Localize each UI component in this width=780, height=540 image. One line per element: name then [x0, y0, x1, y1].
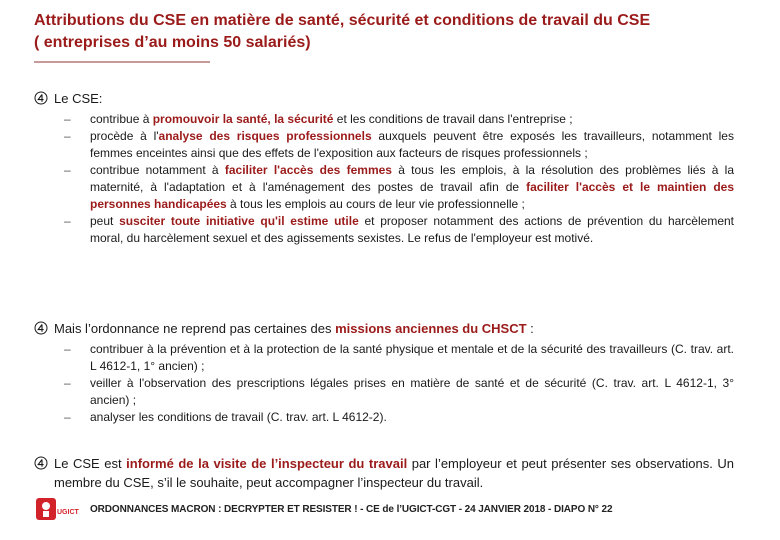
section-2-item: – veiller à l'observation des prescriptions légales prises en matière de santé et de sécurité (C. trav. art. L 4612-1, 3° ancien) ;	[34, 375, 734, 409]
section-3-highlight: informé de la visite de l’inspecteur du travail	[126, 456, 408, 471]
title-line-1: Attributions du CSE en matière de santé, sécurité et conditions de travail du CSE	[34, 12, 651, 29]
title-underline	[34, 61, 210, 63]
circled-four-icon	[34, 456, 48, 470]
section-2-heading-pre: Mais l’ordonnance ne reprend pas certaines des	[54, 321, 336, 336]
item-text: peut	[90, 214, 120, 228]
section-2-item: – contribuer à la prévention et à la protection de la santé physique et mentale et de la sécurité des travailleurs (C. trav. art. L 4612-1, 1° ancien) ;	[34, 341, 734, 375]
section-cse-missions	[34, 90, 734, 247]
section-3-post: par l’employeur et peut présenter ses observations. Un membre du CSE, s’il le souhaite, peut accompagner l’inspecteur du travail.	[54, 456, 734, 490]
logo-text: UGICT	[57, 509, 79, 516]
section-1-list	[34, 111, 734, 247]
section-2-heading-highlight: missions anciennes du CHSCT	[335, 321, 527, 336]
title-line-2: ( entreprises d’au moins 50 salariés)	[34, 34, 311, 51]
highlighted-text: analyse des risques professionnels	[158, 129, 372, 143]
item-text: et les conditions de travail dans l'entreprise ;	[333, 112, 573, 126]
highlighted-text: promouvoir la santé, la sécurité	[152, 112, 334, 126]
section-2-heading	[34, 320, 734, 337]
highlighted-text: susciter toute initiative qu'il estime utile	[119, 214, 359, 228]
section-1-item	[34, 128, 734, 162]
item-text: auxquels peuvent être exposés les travailleurs, notamment les femmes enceintes ainsi que des effets de l'exposition aux facteurs de risques professionnels ;	[90, 129, 734, 160]
item-text: contribue notamment à	[90, 163, 225, 177]
section-2-heading-post: :	[526, 321, 534, 336]
section-3-pre: Le CSE est	[54, 456, 127, 471]
section-1-item	[34, 111, 734, 128]
section-1-item	[34, 213, 734, 247]
section-2-item: – analyser les conditions de travail (C. trav. art. L 4612-2).	[34, 409, 734, 426]
footer	[34, 496, 754, 522]
section-chsct-missions	[34, 320, 734, 426]
item-text: à tous les emplois au cours de leur vie professionnelle ;	[226, 197, 525, 211]
section-1-item	[34, 162, 734, 213]
highlighted-text: faciliter l'accès des femmes	[224, 163, 392, 177]
cgt-ugict-logo	[34, 496, 82, 522]
section-1-heading-text: Le CSE:	[54, 91, 103, 106]
section-inspection	[34, 454, 734, 492]
logo-graphic	[34, 496, 82, 522]
item-text: à tous les emplois, à la résolution des problèmes liés à la maternité, à l'adaptation et à l'aménagement des postes de travail afin de	[90, 163, 735, 194]
section-1-heading	[34, 90, 734, 107]
item-text: contribue à	[90, 112, 153, 126]
footer-caption: ORDONNANCES MACRON : DECRYPTER ET RESISTER ! - CE de l’UGICT-CGT - 24 JANVIER 2018 - DIAPO N° 22	[90, 503, 613, 515]
section-3-paragraph	[34, 454, 734, 492]
circled-four-icon	[34, 321, 48, 335]
circled-four-icon	[34, 91, 48, 105]
highlighted-text: faciliter l'accès et le maintien des personnes handicapées	[90, 180, 735, 211]
item-text: procède à l'	[90, 129, 159, 143]
item-text: et proposer notamment des actions de prévention du harcèlement moral, du harcèlement sexuel et des agissements sexistes. Le refus de l'employeur est motivé.	[90, 214, 734, 245]
slide-title	[34, 10, 754, 54]
section-2-list	[34, 341, 734, 426]
